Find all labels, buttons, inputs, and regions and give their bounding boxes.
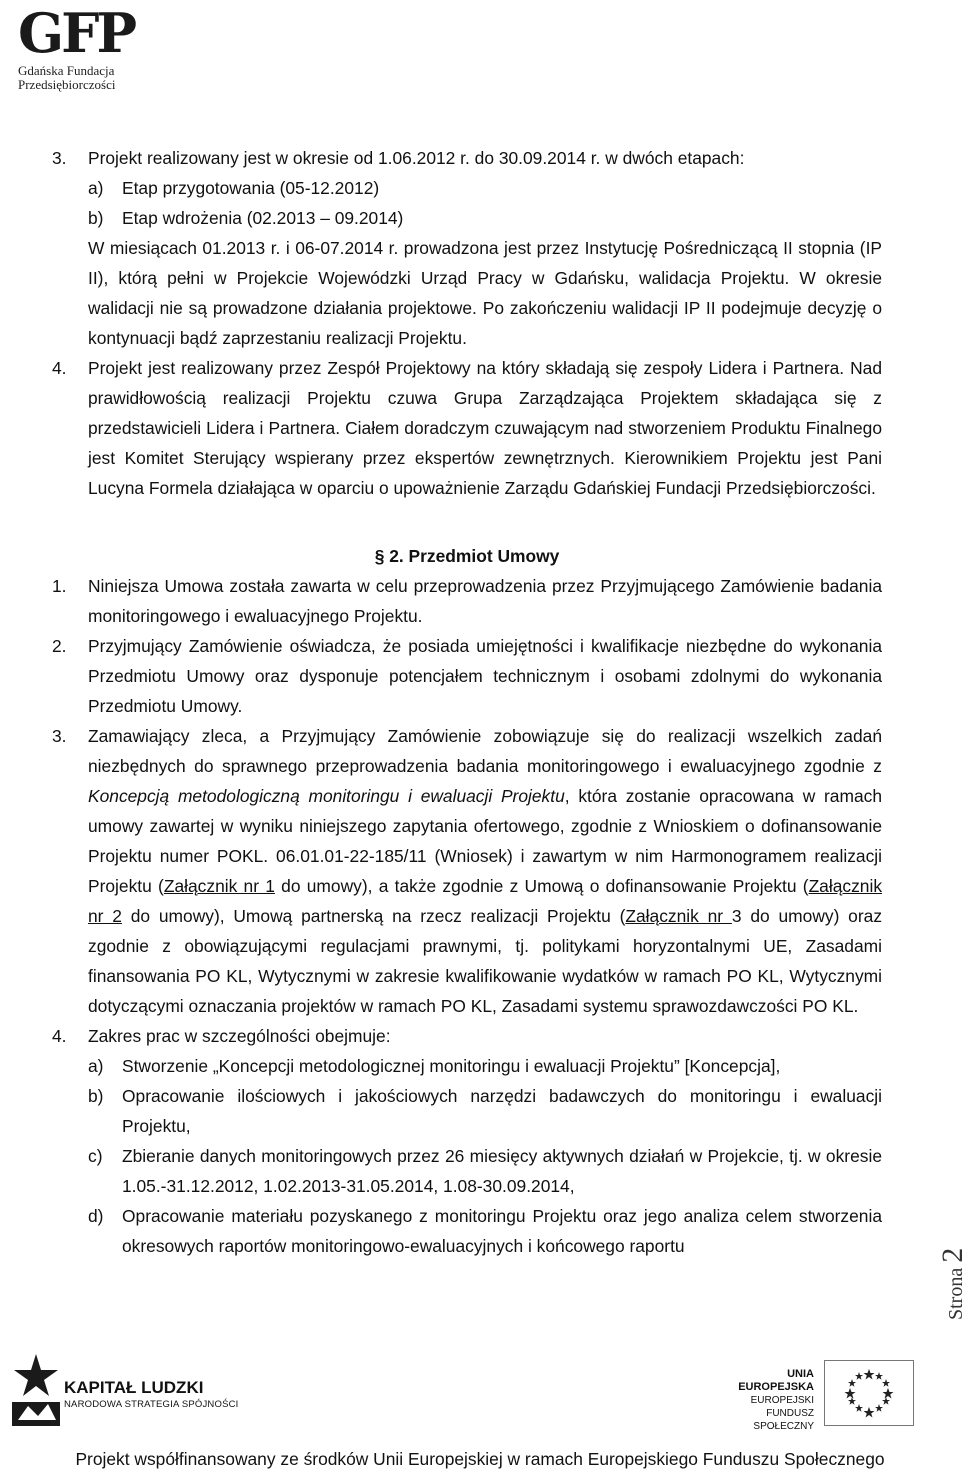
- stage-b-letter: b): [88, 208, 104, 228]
- page-label-text: Strona: [945, 1262, 967, 1320]
- scope-item-letter: c): [88, 1146, 103, 1166]
- paragraph-2-number: 2.: [52, 636, 67, 656]
- section-3-text: Projekt realizowany jest w okresie od 1.06.2012 r. do 30.09.2014 r. w dwóch etapach:: [88, 148, 745, 168]
- stage-a-letter: a): [88, 178, 104, 198]
- p3-part1: Zamawiający zleca, a Przyjmujący Zamówienie zobowiązuje się do realizacji wszelkich zadań niezbędnych do sprawnego przeprowadzenia badania monitoringowego i ewaluacyjnego zgodnie z: [88, 726, 882, 776]
- stage-b: [88, 203, 882, 233]
- p3-italic-title: Koncepcją metodologiczną monitoringu i ewaluacji Projektu: [88, 786, 565, 806]
- logo-line1: Gdańska Fundacja: [18, 63, 115, 78]
- paragraph-1: [52, 571, 882, 631]
- scope-item-c: [88, 1141, 882, 1201]
- p3-part5: 3 do umowy) oraz zgodnie z obowiązującymi regulacjami prawnymi, tj. politykami horyzontalnymi UE, Zasadami finansowania PO KL, Wytycznymi w zakresie kwalifikowanie wydatków w ramach PO KL, Wytycznymi dotyczącymi oznaczania projektów w ramach PO KL, Zasadami systemu sprawozdawczości PO KL.: [88, 906, 883, 1016]
- section-3-continuation: W miesiącach 01.2013 r. i 06-07.2014 r. prowadzona jest przez Instytucję Pośredniczącą II stopnia (IP II), którą pełni w Projekcie Wojewódzki Urząd Pracy w Gdańsku, walidacja Projektu. W okresie walidacji nie są prowadzone działania projektowe. Po zakończeniu walidacji IP II podejmuje decyzję o kontynuacji bądź zaprzestaniu realizacji Projektu.: [88, 238, 882, 348]
- section-3: [52, 143, 882, 173]
- eu-line3: FUNDUSZ SPOŁECZNY: [753, 1408, 814, 1432]
- scope-item-text: Stworzenie „Koncepcji metodologicznej monitoringu i ewaluacji Projektu” [Koncepcja],: [122, 1056, 781, 1076]
- page-number: 2: [936, 1247, 969, 1263]
- paragraph-1-text: Niniejsza Umowa została zawarta w celu przeprowadzenia przez Przyjmującego Zamówienie badania monitoringowego i ewaluacyjnego Projektu.: [88, 576, 882, 626]
- document-body: [52, 143, 882, 1261]
- footer-funding-note: Projekt współfinansowany ze środków Unii Europejskiej w ramach Europejskiego Funduszu Społecznego: [75, 1449, 885, 1469]
- attachment-1-link[interactable]: Załącznik nr 1: [163, 876, 275, 896]
- paragraph-4-text: Zakres prac w szczególności obejmuje:: [88, 1026, 391, 1046]
- p3-part3: do umowy), a także zgodnie z Umową o dofinansowanie Projektu (: [274, 876, 809, 896]
- eu-line1: UNIA EUROPEJSKA: [738, 1368, 814, 1393]
- paragraph-4: [52, 1021, 882, 1051]
- kapital-ludzki-subtitle: NARODOWA STRATEGIA SPÓJNOŚCI: [64, 1399, 239, 1410]
- paragraph-4-number: 4.: [52, 1026, 67, 1046]
- section-4: [52, 353, 882, 503]
- p3-part2: , która zostanie opracowana w ramach umowy zawartej w wyniku niniejszego zapytania ofertowego, zgodnie z Wnioskiem o dofinansowanie Projektu numer POKL. 06.01.01-22-185/11 (Wniosek) i zawartym w nim Harmonogramem realizacji Projektu (: [88, 786, 882, 896]
- page-number-label: [936, 1248, 970, 1320]
- paragraph-2-text: Przyjmujący Zamówienie oświadcza, że posiada umiejętności i kwalifikacje niezbędne do wykonania Przedmiotu Umowy oraz dysponuje potencjałem technicznym i osobami zdolnymi do wykonania Przedmiotu Umowy.: [88, 636, 882, 716]
- scope-item-letter: d): [88, 1206, 104, 1226]
- scope-item-text: Opracowanie ilościowych i jakościowych narzędzi badawczych do monitoringu i ewaluacji Projektu,: [122, 1086, 882, 1136]
- scope-item-a: [88, 1051, 882, 1081]
- stage-a: [88, 173, 882, 203]
- logo-line2: Przedsiębiorczości: [18, 77, 116, 92]
- eu-line2: EUROPEJSKI: [750, 1395, 814, 1406]
- section-4-number: 4.: [52, 358, 67, 378]
- paragraph-3-number: 3.: [52, 726, 67, 746]
- kapital-ludzki-star-icon: [8, 1350, 64, 1430]
- stage-b-text: Etap wdrożenia (02.2013 – 09.2014): [122, 208, 404, 228]
- paragraph-1-number: 1.: [52, 576, 67, 596]
- p3-part4: do umowy), Umową partnerską na rzecz realizacji Projektu (: [121, 906, 626, 926]
- eu-logo-text: [712, 1368, 814, 1433]
- scope-item-letter: b): [88, 1086, 104, 1106]
- scope-item-text: Zbieranie danych monitoringowych przez 26 miesięcy aktywnych działań w Projekcie, tj. w okresie 1.05.-31.12.2012, 1.02.2013-31.05.2014, 1.08-30.09.2014,: [122, 1146, 882, 1196]
- section-4-text: Projekt jest realizowany przez Zespół Projektowy na który składają się zespoły Lidera i Partnera. Nad prawidłowością realizacji Projektu czuwa Grupa Zarządzająca Projektem składająca się z przedstawicieli Lidera i Partnera. Ciałem doradczym czuwającym nad stworzeniem Produktu Finalnego jest Komitet Sterujący wspierany przez ekspertów zewnętrznych. Kierownikiem Projektu jest Pani Lucyna Formela działająca w oparciu o upoważnienie Zarządu Gdańskiej Fundacji Przedsiębiorczości.: [88, 358, 882, 498]
- attachment-3-link[interactable]: Załącznik nr: [625, 906, 732, 926]
- attachment-2-link[interactable]: Załącznik nr 2: [88, 876, 883, 926]
- scope-item-letter: a): [88, 1056, 104, 1076]
- scope-item-d: [88, 1201, 882, 1261]
- gfp-logo: [18, 1, 135, 96]
- stage-a-text: Etap przygotowania (05-12.2012): [122, 178, 380, 198]
- logo-mark: GFP: [18, 1, 135, 65]
- scope-item-text: Opracowanie materiału pozyskanego z monitoringu Projektu oraz jego analiza celem stworzenia okresowych raportów monitoringowo-ewaluacyjnych i końcowego raportu: [122, 1206, 882, 1256]
- kapital-ludzki-title: KAPITAŁ LUDZKI: [64, 1378, 204, 1397]
- scope-item-b: [88, 1081, 882, 1141]
- paragraph-3: [52, 721, 882, 1021]
- eu-flag-icon: [824, 1360, 914, 1426]
- paragraph-2: [52, 631, 882, 721]
- section-heading: § 2. Przedmiot Umowy: [374, 546, 560, 566]
- paragraph-3-text: [88, 721, 882, 1021]
- section-3-number: 3.: [52, 148, 67, 168]
